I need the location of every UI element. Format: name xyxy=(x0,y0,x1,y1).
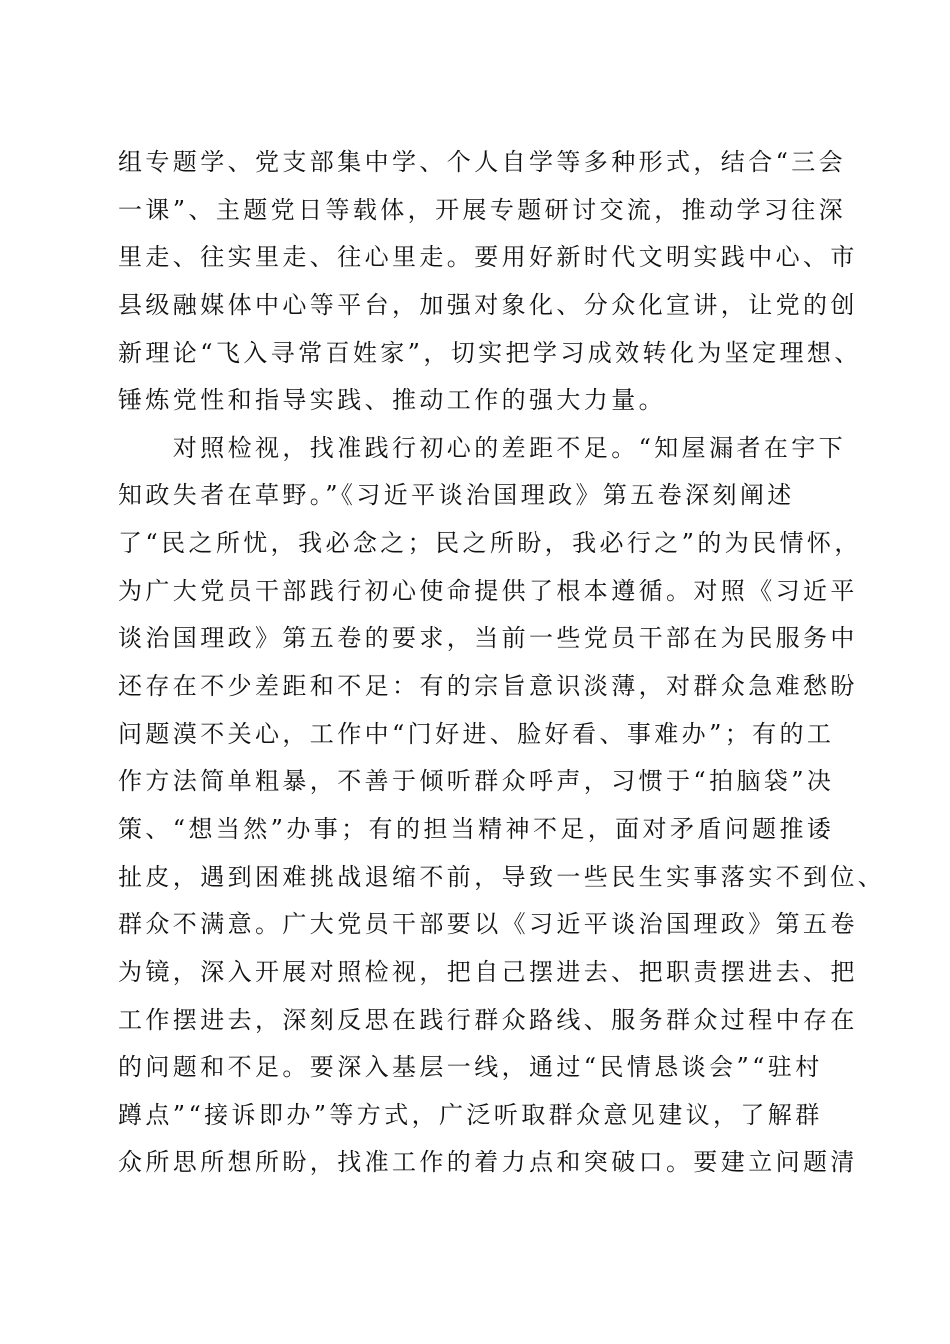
text-line: 蹲点”“接诉即办”等方式，广泛听取群众意见建议，了解群 xyxy=(118,1100,823,1129)
text-line: 为镜，深入开展对照检视，把自己摆进去、把职责摆进去、把 xyxy=(118,957,858,986)
text-line: 新理论“飞入寻常百姓家”，切实把学习成效转化为坚定理想、 xyxy=(118,338,862,367)
text-line: 还存在不少差距和不足：有的宗旨意识淡薄，对群众急难愁盼 xyxy=(118,672,858,701)
text-line: 作方法简单粗暴，不善于倾听群众呼声，习惯于“拍脑袋”决 xyxy=(118,767,835,796)
document-body xyxy=(118,139,886,1187)
text-line: 组专题学、党支部集中学、个人自学等多种形式，结合“三会 xyxy=(118,148,847,176)
text-line: 为广大党员干部践行初心使命提供了根本遵循。对照《习近平 xyxy=(118,576,858,605)
text-line: 知政失者在草野。”《习近平谈治国理政》第五卷深刻阐述 xyxy=(118,481,795,510)
text-line: 了“民之所忧，我必念之；民之所盼，我必行之”的为民情怀， xyxy=(118,529,862,558)
text-line: 扯皮，遇到困难挑战退缩不前，导致一些民生实事落实不到位、 xyxy=(118,862,886,891)
text-line: 里走、往实里走、往心里走。要用好新时代文明实践中心、市 xyxy=(118,243,858,272)
text-line: 一课”、主题党日等载体，开展专题研讨交流，推动学习往深 xyxy=(118,195,847,224)
text-line: 锤炼党性和指导实践、推动工作的强大力量。 xyxy=(118,386,666,415)
text-line: 县级融媒体中心等平台，加强对象化、分众化宣讲，让党的创 xyxy=(118,290,858,319)
text-line: 众所思所想所盼，找准工作的着力点和突破口。要建立问题清 xyxy=(118,1148,858,1177)
text-line: 策、“想当然”办事；有的担当精神不足，面对矛盾问题推诿 xyxy=(118,814,835,843)
text-line: 的问题和不足。要深入基层一线，通过“民情恳谈会”“驻村 xyxy=(118,1053,823,1082)
text-line: 对照检视，找准践行初心的差距不足。“知屋漏者在宇下 xyxy=(118,433,847,462)
text-line: 工作摆进去，深刻反思在践行群众路线、服务群众过程中存在 xyxy=(118,1005,858,1034)
text-line: 谈治国理政》第五卷的要求，当前一些党员干部在为民服务中 xyxy=(118,624,858,653)
text-line: 问题漠不关心，工作中“门好进、脸好看、事难办”；有的工 xyxy=(118,719,835,748)
text-line: 群众不满意。广大党员干部要以《习近平谈治国理政》第五卷 xyxy=(118,910,858,939)
